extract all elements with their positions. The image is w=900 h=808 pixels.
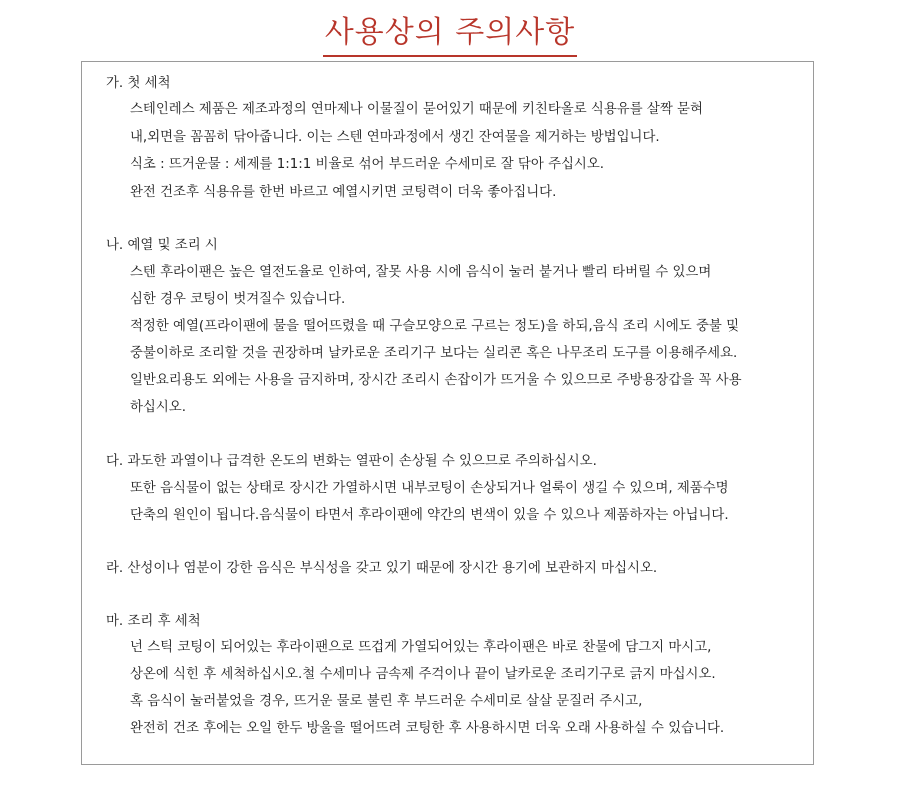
- section-line: 적정한 예열(프라이팬에 물을 떨어뜨렸을 때 구슬모양으로 구르는 정도)을 하되,음식 조리 시에도 중불 및: [130, 319, 740, 334]
- section-heading-preheat: 나. 예열 및 조리 시: [106, 238, 218, 253]
- section-line: 스텐 후라이팬은 높은 열전도율로 인하여, 잘못 사용 시에 음식이 눌러 붙거나 빨리 타버릴 수 있으며: [130, 265, 712, 280]
- section-heading-acidic-food: 라. 산성이나 염분이 강한 음식은 부식성을 갖고 있기 때문에 장시간 용기에 보관하지 마십시오.: [106, 561, 658, 576]
- caution-box: [81, 61, 814, 765]
- section-line: 완전 건조후 식용유를 한번 바르고 예열시키면 코팅력이 더욱 좋아집니다.: [130, 185, 557, 200]
- section-line: 중불이하로 조리할 것을 권장하며 날카로운 조리기구 보다는 실리콘 혹은 나무조리 도구를 이용해주세요.: [130, 346, 738, 361]
- section-line: 단축의 원인이 됩니다.음식물이 타면서 후라이팬에 약간의 변색이 있을 수 있으나 제품하자는 아닙니다.: [130, 508, 729, 523]
- section-line: 혹 음식이 눌러붙었을 경우, 뜨거운 물로 불린 후 부드러운 수세미로 살살 문질러 주시고,: [130, 694, 643, 709]
- section-line: 심한 경우 코팅이 벗겨질수 있습니다.: [130, 292, 346, 307]
- page-title: 사용상의 주의사항: [323, 14, 577, 57]
- section-heading-first-wash: 가. 첫 세척: [106, 76, 171, 91]
- section-line: 스테인레스 제품은 제조과정의 연마제나 이물질이 묻어있기 때문에 키친타올로 식용유를 살짝 묻혀: [130, 102, 703, 117]
- page-title-wrap: [0, 14, 900, 57]
- section-line: 내,외면을 꼼꼼히 닦아줍니다. 이는 스텐 연마과정에서 생긴 잔여물을 제거하는 방법입니다.: [130, 130, 660, 145]
- section-line: 식초 : 뜨거운물 : 세제를 1:1:1 비율로 섞어 부드러운 수세미로 잘 닦아 주십시오.: [130, 157, 605, 172]
- section-line: 하십시오.: [130, 400, 186, 415]
- section-line: 또한 음식물이 없는 상태로 장시간 가열하시면 내부코팅이 손상되거나 얼룩이 생길 수 있으며, 제품수명: [130, 481, 729, 496]
- section-heading-overheat: 다. 과도한 과열이나 급격한 온도의 변화는 열판이 손상될 수 있으므로 주의하십시오.: [106, 454, 597, 469]
- section-line: 상온에 식힌 후 세척하십시오.철 수세미나 금속제 주걱이나 끝이 날카로운 조리기구로 긁지 마십시오.: [130, 667, 716, 682]
- section-heading-after-cooking: 마. 조리 후 세척: [106, 614, 201, 629]
- section-line: 완전히 건조 후에는 오일 한두 방울을 떨어뜨려 코팅한 후 사용하시면 더욱 오래 사용하실 수 있습니다.: [130, 721, 725, 736]
- section-line: 일반요리용도 외에는 사용을 금지하며, 장시간 조리시 손잡이가 뜨거울 수 있으므로 주방용장갑을 꼭 사용: [130, 373, 742, 388]
- section-line: 넌 스틱 코팅이 되어있는 후라이팬으로 뜨겁게 가열되어있는 후라이팬은 바로 찬물에 담그지 마시고,: [130, 640, 712, 655]
